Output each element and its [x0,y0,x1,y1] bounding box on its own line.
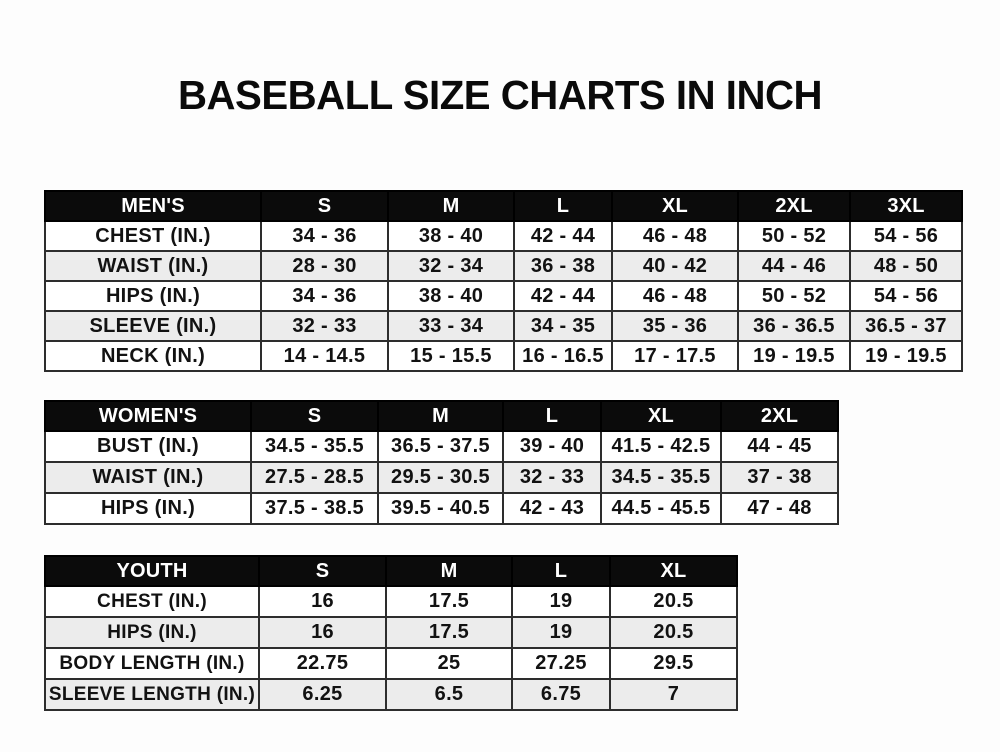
size-value-cell: 42 - 43 [503,493,601,524]
size-value-cell: 46 - 48 [612,281,738,311]
size-value-cell: 34.5 - 35.5 [251,431,378,462]
size-value-cell: 46 - 48 [612,221,738,251]
size-value-cell: 41.5 - 42.5 [601,431,721,462]
size-column-header: 3XL [850,191,962,221]
size-value-cell: 16 - 16.5 [514,341,612,371]
size-value-cell: 54 - 56 [850,221,962,251]
size-column-header: L [503,401,601,431]
size-value-cell: 48 - 50 [850,251,962,281]
size-value-cell: 37 - 38 [721,462,838,493]
table-row [45,251,962,281]
size-value-cell: 29.5 [610,648,737,679]
size-value-cell: 44 - 46 [738,251,850,281]
size-value-cell: 20.5 [610,617,737,648]
size-column-header: S [259,556,386,586]
table-row [45,311,962,341]
size-value-cell: 17.5 [386,617,512,648]
table-row [45,617,737,648]
size-column-header: XL [610,556,737,586]
page-title: BASEBALL SIZE CHARTS IN INCH [177,72,823,118]
size-value-cell: 38 - 40 [388,281,514,311]
size-value-cell: 15 - 15.5 [388,341,514,371]
row-label: HIPS (IN.) [45,617,259,648]
youth-size-table [44,555,738,711]
size-column-header: M [378,401,503,431]
size-value-cell: 35 - 36 [612,311,738,341]
table-row [45,648,737,679]
size-column-header: M [388,191,514,221]
size-value-cell: 27.5 - 28.5 [251,462,378,493]
size-value-cell: 37.5 - 38.5 [251,493,378,524]
table-row [45,341,962,371]
size-value-cell: 28 - 30 [261,251,388,281]
row-label: NECK (IN.) [45,341,261,371]
header-row [45,556,737,586]
size-value-cell: 6.25 [259,679,386,710]
size-value-cell: 6.5 [386,679,512,710]
size-value-cell: 16 [259,586,386,617]
size-value-cell: 19 [512,586,610,617]
size-column-header: S [261,191,388,221]
header-row [45,401,838,431]
size-value-cell: 17 - 17.5 [612,341,738,371]
size-value-cell: 34.5 - 35.5 [601,462,721,493]
row-label: WAIST (IN.) [45,462,251,493]
size-value-cell: 20.5 [610,586,737,617]
womens-size-table [44,400,839,525]
table-row [45,493,838,524]
size-column-header: XL [612,191,738,221]
size-value-cell: 32 - 34 [388,251,514,281]
size-value-cell: 39 - 40 [503,431,601,462]
size-value-cell: 39.5 - 40.5 [378,493,503,524]
size-value-cell: 19 [512,617,610,648]
size-value-cell: 34 - 36 [261,221,388,251]
size-value-cell: 50 - 52 [738,221,850,251]
size-value-cell: 7 [610,679,737,710]
size-value-cell: 34 - 35 [514,311,612,341]
size-value-cell: 42 - 44 [514,281,612,311]
row-label: BODY LENGTH (IN.) [45,648,259,679]
size-value-cell: 19 - 19.5 [738,341,850,371]
row-label: CHEST (IN.) [45,586,259,617]
size-column-header: 2XL [738,191,850,221]
size-column-header: S [251,401,378,431]
size-value-cell: 19 - 19.5 [850,341,962,371]
size-value-cell: 32 - 33 [261,311,388,341]
row-label: CHEST (IN.) [45,221,261,251]
size-value-cell: 16 [259,617,386,648]
size-value-cell: 34 - 36 [261,281,388,311]
mens-size-table [44,190,963,372]
size-value-cell: 42 - 44 [514,221,612,251]
row-label: SLEEVE LENGTH (IN.) [45,679,259,710]
size-value-cell: 36.5 - 37.5 [378,431,503,462]
row-label: WAIST (IN.) [45,251,261,281]
size-column-header: L [514,191,612,221]
size-column-header: 2XL [721,401,838,431]
size-value-cell: 32 - 33 [503,462,601,493]
table-row [45,431,838,462]
size-column-header: XL [601,401,721,431]
size-value-cell: 38 - 40 [388,221,514,251]
size-value-cell: 17.5 [386,586,512,617]
size-value-cell: 27.25 [512,648,610,679]
table-row [45,281,962,311]
table-row [45,679,737,710]
size-value-cell: 40 - 42 [612,251,738,281]
table-row [45,221,962,251]
size-value-cell: 47 - 48 [721,493,838,524]
table-row [45,462,838,493]
size-value-cell: 22.75 [259,648,386,679]
table-row [45,586,737,617]
size-value-cell: 36 - 38 [514,251,612,281]
row-label: SLEEVE (IN.) [45,311,261,341]
size-value-cell: 44.5 - 45.5 [601,493,721,524]
group-header: MEN'S [45,191,261,221]
size-value-cell: 29.5 - 30.5 [378,462,503,493]
size-value-cell: 36 - 36.5 [738,311,850,341]
size-value-cell: 25 [386,648,512,679]
row-label: HIPS (IN.) [45,493,251,524]
group-header: WOMEN'S [45,401,251,431]
row-label: BUST (IN.) [45,431,251,462]
row-label: HIPS (IN.) [45,281,261,311]
size-value-cell: 36.5 - 37 [850,311,962,341]
size-value-cell: 6.75 [512,679,610,710]
group-header: YOUTH [45,556,259,586]
size-value-cell: 54 - 56 [850,281,962,311]
size-column-header: L [512,556,610,586]
size-value-cell: 33 - 34 [388,311,514,341]
size-value-cell: 14 - 14.5 [261,341,388,371]
size-column-header: M [386,556,512,586]
header-row [45,191,962,221]
size-value-cell: 50 - 52 [738,281,850,311]
size-value-cell: 44 - 45 [721,431,838,462]
